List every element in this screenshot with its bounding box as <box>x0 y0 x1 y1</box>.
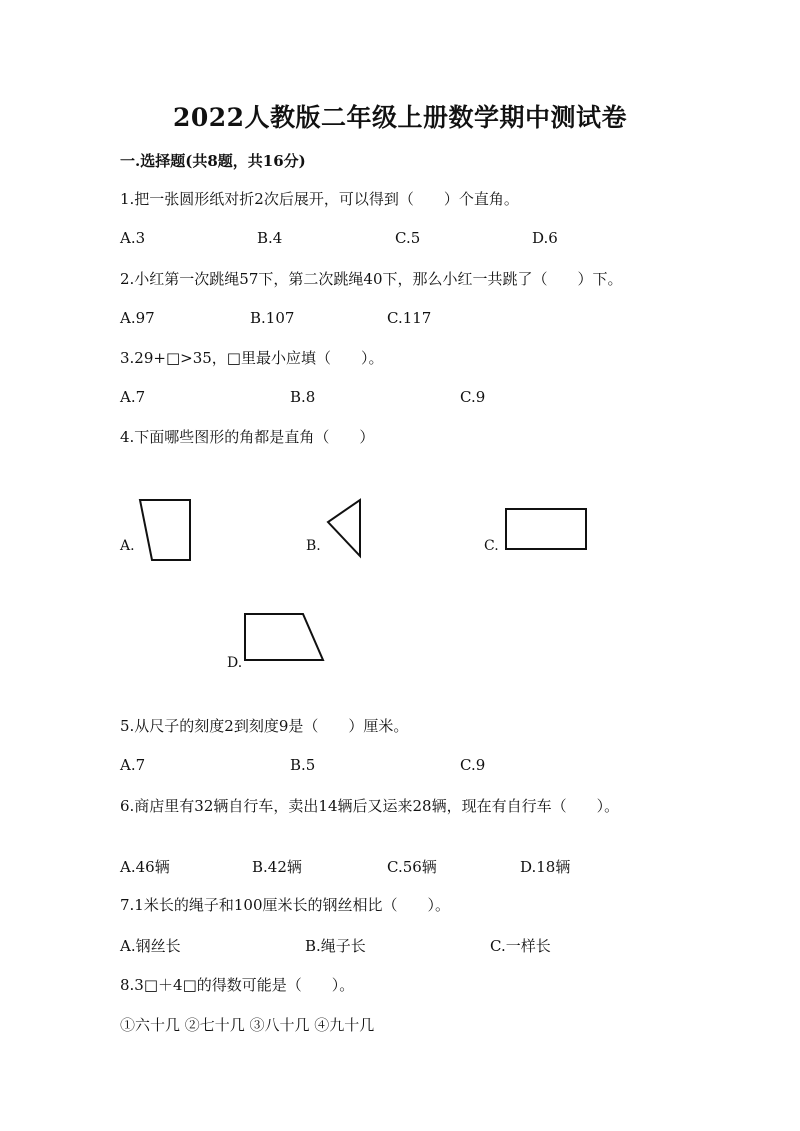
question-4-option-b: B. <box>306 538 321 554</box>
question-6-option-c: C.56辆 <box>387 858 437 876</box>
question-3-stem: 3.29+□>35，□里最小应填（ ）。 <box>120 349 384 367</box>
question-4-option-d: D. <box>227 655 243 671</box>
question-5-option-a: A.7 <box>120 756 146 774</box>
question-1-option-b: B.4 <box>257 229 283 247</box>
question-1-option-d: D.6 <box>532 229 558 247</box>
question-5-option-b: B.5 <box>290 756 316 774</box>
question-6-option-a: A.46辆 <box>120 858 170 876</box>
question-2-option-c: C.117 <box>387 309 432 327</box>
question-3-option-b: B.8 <box>290 388 316 406</box>
question-6-stem: 6.商店里有32辆自行车，卖出14辆后又运来28辆，现在有自行车（ ）。 <box>120 797 620 815</box>
section-heading: 一.选择题(共8题，共16分) <box>120 152 306 170</box>
question-3-option-c: C.9 <box>460 388 486 406</box>
rectangle-shape <box>505 508 590 550</box>
question-1-option-a: A.3 <box>120 229 146 247</box>
question-4-stem: 4.下面哪些图形的角都是直角（ ） <box>120 428 375 446</box>
question-2-stem: 2.小红第一次跳绳57下，第二次跳绳40下，那么小红一共跳了（ ）下。 <box>120 270 623 288</box>
right-triangle-shape <box>325 498 370 560</box>
question-5-option-c: C.9 <box>460 756 486 774</box>
question-5-stem: 5.从尺子的刻度2到刻度9是（ ）厘米。 <box>120 717 409 735</box>
question-7-option-a: A.钢丝长 <box>120 937 181 955</box>
question-4-option-a: A. <box>120 538 135 554</box>
question-1-option-c: C.5 <box>395 229 421 247</box>
question-7-option-c: C.一样长 <box>490 937 551 955</box>
question-2-option-b: B.107 <box>250 309 295 327</box>
question-3-option-a: A.7 <box>120 388 146 406</box>
question-2-option-a: A.97 <box>120 309 155 327</box>
question-6-option-b: B.42辆 <box>252 858 302 876</box>
page-title: 2022人教版二年级上册数学期中测试卷 <box>172 103 628 132</box>
question-7-option-b: B.绳子长 <box>305 937 366 955</box>
question-1-stem: 1.把一张圆形纸对折2次后展开，可以得到（ ）个直角。 <box>120 190 519 208</box>
question-8-stem: 8.3□＋4□的得数可能是（ ）。 <box>120 976 355 994</box>
trapezoid-shape <box>138 498 198 564</box>
question-4-option-c: C. <box>484 538 499 554</box>
question-7-stem: 7.1米长的绳子和100厘米长的钢丝相比（ ）。 <box>120 896 450 914</box>
question-6-option-d: D.18辆 <box>520 858 571 876</box>
question-8-options: ①六十几 ②七十几 ③八十几 ④九十几 <box>120 1016 375 1034</box>
right-trapezoid-shape <box>243 612 328 664</box>
